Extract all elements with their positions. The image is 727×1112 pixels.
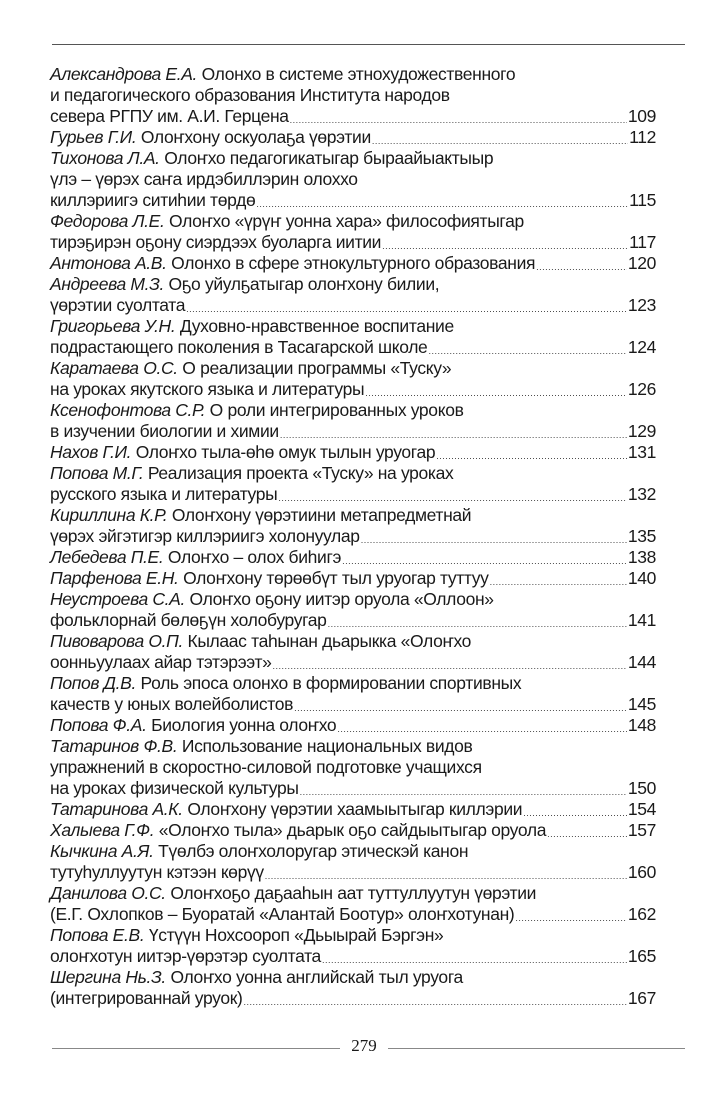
title-text: подрастающего поколения в Тасагарской школе [50, 337, 428, 357]
page-ref: 150 [627, 778, 656, 798]
toc-entry[interactable] [50, 568, 656, 589]
title-text: Олоҥхо – олох биһигэ [167, 547, 342, 567]
title-text: на уроках якутского языка и литературы [50, 379, 365, 399]
toc-line [50, 610, 656, 631]
toc-line [50, 715, 656, 736]
toc-line [50, 64, 656, 85]
toc-line [50, 904, 656, 925]
toc-line-text [50, 484, 277, 505]
dot-leader [342, 554, 627, 568]
toc-line-text [50, 757, 482, 778]
toc-line [50, 589, 656, 610]
toc-line [50, 988, 656, 1009]
toc-entry[interactable] [50, 400, 656, 442]
title-text: севера РГПУ им. А.И. Герцена [50, 106, 289, 126]
toc-line-text [50, 673, 521, 694]
dot-leader [322, 953, 627, 967]
dot-leader [256, 197, 628, 211]
page-ref: 109 [627, 106, 656, 126]
title-text: үөрэтии суолтата [50, 295, 186, 315]
toc-line-text [50, 358, 451, 379]
dot-leader [365, 386, 627, 400]
toc-line-text [50, 379, 364, 400]
title-text: и педагогического образования Института народов [50, 85, 450, 105]
toc-line [50, 274, 656, 295]
toc-entry[interactable] [50, 316, 656, 358]
page-ref: 112 [629, 127, 656, 147]
toc-entry[interactable] [50, 820, 656, 841]
toc-entry[interactable] [50, 463, 656, 505]
title-text: оонньуулаах айар тэтэрээт» [50, 652, 272, 672]
title-text: (Е.Г. Охлопков – Буоратай «Алантай Боотур» олоҥхотунан) [50, 904, 515, 924]
toc-line [50, 400, 656, 421]
toc-line [50, 526, 656, 547]
dot-leader [523, 806, 627, 820]
toc-line [50, 757, 656, 778]
author-name: Данилова О.С. [50, 883, 166, 903]
toc-line-text [50, 316, 454, 337]
toc-line [50, 505, 656, 526]
toc-entry[interactable] [50, 64, 656, 127]
toc-line-text [50, 211, 524, 232]
title-text: в изучении биологии и химии [50, 421, 279, 441]
toc-entry[interactable] [50, 736, 656, 799]
author-name: Тихонова Л.А. [50, 148, 160, 168]
toc-line-text [50, 190, 255, 211]
dot-leader [547, 827, 627, 841]
toc-line [50, 463, 656, 484]
author-name: Антонова А.В. [50, 253, 167, 273]
toc-line [50, 820, 656, 841]
dot-leader [515, 911, 626, 925]
author-name: Ксенофонтова С.Р. [50, 400, 206, 420]
toc-line [50, 883, 656, 904]
toc-line-text [50, 820, 546, 841]
toc-line [50, 106, 656, 127]
page-ref: 157 [627, 820, 656, 840]
author-name: Каратаева О.С. [50, 358, 178, 378]
dot-leader [265, 869, 627, 883]
toc-line-text [50, 883, 536, 904]
author-name: Неустроева С.А. [50, 589, 185, 609]
author-name: Пивоварова О.П. [50, 631, 183, 651]
toc-line-text [50, 400, 464, 421]
author-name: Нахов Г.И. [50, 442, 132, 462]
toc-line [50, 358, 656, 379]
toc-line [50, 799, 656, 820]
title-text: Олоҥхону төрөөбүт тыл уруогар туттуу [183, 568, 489, 588]
title-text: (интегрированнай уруок) [50, 988, 243, 1008]
toc-line-text [50, 232, 381, 253]
toc-line [50, 925, 656, 946]
toc-entry[interactable] [50, 673, 656, 715]
toc-line-text [50, 547, 341, 568]
toc-line [50, 253, 656, 274]
title-text: тирэҕирэн оҕону сиэрдээх буоларга иитии [50, 232, 382, 252]
toc-line [50, 211, 656, 232]
dot-leader [186, 302, 627, 316]
toc-line [50, 337, 656, 358]
title-text: «Олоҥхо тыла» дьарык оҕо сайдыытыгар оруола [158, 820, 547, 840]
page-ref: 117 [629, 232, 656, 252]
toc-line-text [50, 85, 450, 106]
dot-leader [536, 260, 627, 274]
title-text: О реализации программы «Туску» [182, 358, 452, 378]
author-name: Попов Д.В. [50, 673, 136, 693]
toc-line-text [50, 778, 299, 799]
title-text: Олоҥхо «үрүҥ уонна хара» философиятыгар [169, 211, 524, 231]
title-text: тутуһуллуутун кэтээн көрүү [50, 862, 264, 882]
toc-line [50, 442, 656, 463]
toc-entry[interactable] [50, 841, 656, 883]
toc-line-text [50, 925, 443, 946]
toc-entry[interactable] [50, 925, 656, 967]
title-text: Олоҥхону үөрэтиини метапредметнай [171, 505, 472, 525]
page-ref: 162 [627, 904, 656, 924]
toc-line [50, 694, 656, 715]
toc-line-text [50, 736, 472, 757]
toc-entry[interactable] [50, 442, 656, 463]
toc-entry[interactable] [50, 715, 656, 736]
toc-entry[interactable] [50, 883, 656, 925]
author-name: Татаринова А.К. [50, 799, 183, 819]
dot-leader [337, 722, 627, 736]
toc-line-text [50, 463, 453, 484]
toc-line [50, 85, 656, 106]
author-name: Александрова Е.А. [50, 64, 198, 84]
author-name: Попова Е.В. [50, 925, 145, 945]
toc-line [50, 484, 656, 505]
toc-line [50, 946, 656, 967]
toc-line-text [50, 127, 371, 148]
author-name: Парфенова Е.Н. [50, 568, 179, 588]
title-text: Роль эпоса олонхо в формировании спортивных [140, 673, 522, 693]
title-text: качеств у юных волейболистов [50, 694, 294, 714]
title-text: Олоҥхо оҕону иитэр оруола «Оллоон» [189, 589, 494, 609]
dot-leader [294, 701, 627, 715]
page-ref: 141 [627, 610, 656, 630]
page-ref: 129 [627, 421, 656, 441]
author-name: Лебедева П.Е. [50, 547, 164, 567]
toc-entry[interactable] [50, 148, 656, 211]
author-name: Татаринов Ф.В. [50, 736, 178, 756]
toc-line-text [50, 442, 435, 463]
page-ref: 165 [627, 946, 656, 966]
dot-leader [436, 449, 627, 463]
toc-line-text [50, 148, 493, 169]
footer-rule-right [388, 1048, 685, 1049]
title-text: Использование национальных видов [181, 736, 473, 756]
toc-line [50, 736, 656, 757]
page-ref: 120 [627, 253, 656, 273]
toc-line [50, 190, 656, 211]
title-text: киллэриигэ ситиһии төрдө [50, 190, 256, 210]
dot-leader [273, 659, 627, 673]
toc-entry[interactable] [50, 253, 656, 274]
title-text: фольклорнай бөлөҕүн холобуругар [50, 610, 327, 630]
toc-line [50, 316, 656, 337]
author-name: Халыева Г.Ф. [50, 820, 155, 840]
toc-line-text [50, 610, 327, 631]
toc-line-text [50, 715, 336, 736]
toc-line-text [50, 631, 471, 652]
toc-line-text [50, 505, 471, 526]
toc-line [50, 148, 656, 169]
toc-line-text [50, 295, 185, 316]
toc-line [50, 778, 656, 799]
author-name: Григорьева У.Н. [50, 316, 176, 336]
page-ref: 124 [627, 337, 656, 357]
toc-line-text [50, 421, 279, 442]
author-name: Гурьев Г.И. [50, 127, 137, 147]
toc-line-text [50, 904, 514, 925]
toc-entry[interactable] [50, 274, 656, 316]
toc-entry[interactable] [50, 589, 656, 631]
dot-leader [428, 344, 626, 358]
dot-leader [278, 491, 626, 505]
dot-leader [490, 575, 627, 589]
dot-leader [244, 995, 627, 1009]
toc-line [50, 652, 656, 673]
toc-line-text [50, 337, 427, 358]
toc-line [50, 547, 656, 568]
title-text: Түөлбэ олоҥхолоругар этическэй канон [158, 841, 469, 861]
author-name: Кириллина К.Р. [50, 505, 168, 525]
page-ref: 126 [627, 379, 656, 399]
title-text: Олоҥхоҕо даҕааһын аат туттуллуутун үөрэтии [170, 883, 537, 903]
title-text: Олонхо в сфере этнокультурного образования [171, 253, 536, 273]
author-name: Попова М.Г. [50, 463, 144, 483]
page-ref: 131 [627, 442, 656, 462]
toc-line-text [50, 64, 515, 85]
title-text: Реализация проекта «Туску» на уроках [147, 463, 454, 483]
toc-entry[interactable] [50, 967, 656, 1009]
title-text: Олоҥхону оскуолаҕа үөрэтии [140, 127, 371, 147]
page-ref: 123 [627, 295, 656, 315]
toc-line-text [50, 799, 522, 820]
title-text: Кылаас таһынан дьарыкка «Олоҥхо [187, 631, 472, 651]
toc-line-text [50, 589, 494, 610]
title-text: үлэ – үөрэх саҥа ирдэбиллэрин олоххо [50, 169, 358, 189]
toc-line [50, 568, 656, 589]
toc-line [50, 631, 656, 652]
table-of-contents [50, 64, 656, 1009]
toc-entry[interactable] [50, 505, 656, 547]
page-ref: 167 [627, 988, 656, 1008]
title-text: на уроках физической культуры [50, 778, 299, 798]
header-rule [52, 44, 685, 45]
dot-leader [280, 428, 627, 442]
title-text: Биология уонна олоҥхо [151, 715, 337, 735]
author-name: Кычкина А.Я. [50, 841, 154, 861]
toc-line-text [50, 988, 243, 1009]
author-name: Андреева М.З. [50, 274, 165, 294]
page-number: 279 [351, 1036, 377, 1055]
title-text: Үстүүн Нохсooроп «Дьыырай Бэргэн» [148, 925, 444, 945]
dot-leader [290, 113, 627, 127]
title-text: О роли интегрированных уроков [209, 400, 464, 420]
toc-entry[interactable] [50, 631, 656, 673]
toc-entry[interactable] [50, 799, 656, 820]
page-ref: 140 [627, 568, 656, 588]
title-text: олоҥхотун иитэр-үөрэтэр суолтата [50, 946, 321, 966]
toc-line-text [50, 862, 264, 883]
dot-leader [382, 239, 628, 253]
page-ref: 154 [627, 799, 656, 819]
page-ref: 138 [627, 547, 656, 567]
author-name: Федорова Л.Е. [50, 211, 165, 231]
toc-line [50, 841, 656, 862]
toc-line [50, 295, 656, 316]
toc-line-text [50, 841, 468, 862]
toc-line [50, 232, 656, 253]
toc-entry[interactable] [50, 358, 656, 400]
footer-rule-left [52, 1048, 340, 1049]
page-ref: 160 [627, 862, 656, 882]
page-ref: 132 [627, 484, 656, 504]
dot-leader [372, 134, 628, 148]
title-text: Олоҥхо педагогикатыгар быраайыактыыр [164, 148, 494, 168]
toc-line-text [50, 274, 439, 295]
page-ref: 135 [627, 526, 656, 546]
toc-line-text [50, 694, 293, 715]
toc-line-text [50, 169, 358, 190]
toc-line [50, 673, 656, 694]
toc-line-text [50, 652, 272, 673]
title-text: Духовно-нравственное воспитание [179, 316, 454, 336]
title-text: үөрэх эйгэтигэр киллэриигэ холонуулар [50, 526, 360, 546]
title-text: Олоҥхо уонна английскай тыл уруога [170, 967, 463, 987]
title-text: Олоҥхону үөрэтии хаамыытыгар киллэрии [187, 799, 523, 819]
page-ref: 144 [627, 652, 656, 672]
dot-leader [361, 533, 627, 547]
title-text: упражнений в скоростно-силовой подготовке учащихся [50, 757, 482, 777]
toc-line-text [50, 253, 535, 274]
toc-line [50, 169, 656, 190]
toc-entry[interactable] [50, 547, 656, 568]
page-ref: 148 [627, 715, 656, 735]
toc-line-text [50, 568, 489, 589]
dot-leader [300, 785, 627, 799]
toc-line [50, 379, 656, 400]
toc-line [50, 967, 656, 988]
title-text: Оҕо уйулҕатыгар олоҥхону билии, [168, 274, 440, 294]
title-text: русского языка и литературы [50, 484, 278, 504]
title-text: Олонхо в системе этнохудожественного [201, 64, 516, 84]
toc-entry[interactable] [50, 127, 656, 148]
author-name: Попова Ф.А. [50, 715, 147, 735]
toc-line-text [50, 967, 463, 988]
page-ref: 145 [627, 694, 656, 714]
toc-line [50, 862, 656, 883]
toc-line [50, 421, 656, 442]
title-text: Олоҥхо тыла-өһө омук тылын уруогар [135, 442, 436, 462]
dot-leader [328, 617, 627, 631]
author-name: Шергина Нь.З. [50, 967, 166, 987]
toc-entry[interactable] [50, 211, 656, 253]
page-ref: 115 [629, 190, 656, 210]
toc-line-text [50, 106, 289, 127]
toc-line [50, 127, 656, 148]
toc-line-text [50, 946, 321, 967]
toc-line-text [50, 526, 360, 547]
